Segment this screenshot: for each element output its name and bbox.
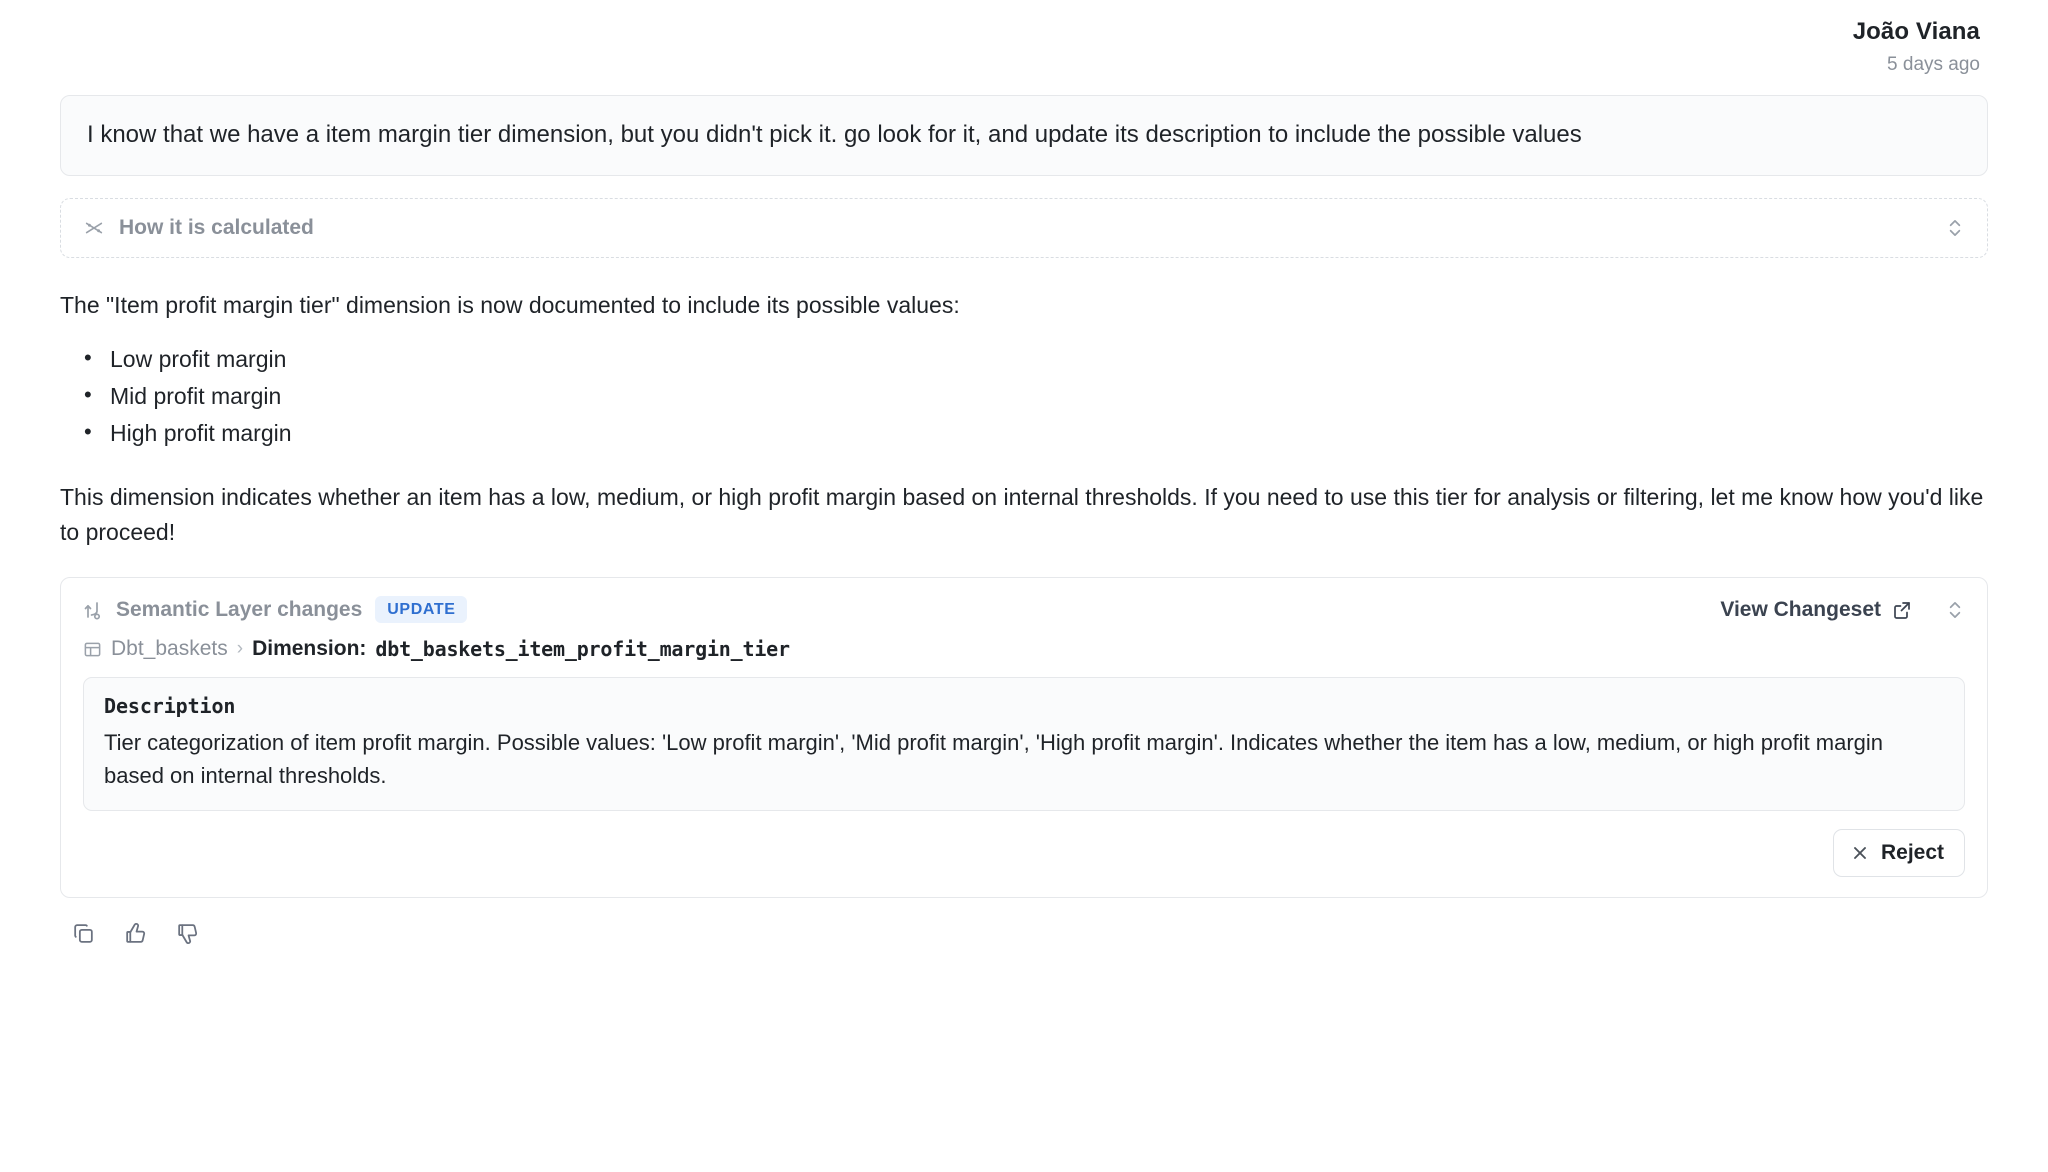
description-box <box>83 677 1965 811</box>
card-actions <box>83 829 1965 877</box>
breadcrumb-entity-label: Dimension: <box>252 637 367 661</box>
message-header <box>60 18 1988 77</box>
status-badge: UPDATE <box>375 596 467 623</box>
breadcrumb-entity-name: dbt_baskets_item_profit_margin_tier <box>375 637 790 662</box>
thumbs-down-icon[interactable] <box>174 920 200 946</box>
user-message-text: I know that we have a item margin tier dimension, but you didn't pick it. go look for it, and update its description to include the possible values <box>87 120 1582 148</box>
message-timestamp: 5 days ago <box>1887 53 1980 75</box>
message-author: João Viana <box>1852 18 1980 45</box>
semantic-layer-changes-card <box>60 577 1988 898</box>
breadcrumb-separator: › <box>236 638 244 660</box>
view-changeset-button[interactable] <box>1720 598 1912 622</box>
chevron-up-down-icon[interactable] <box>1945 598 1965 622</box>
how-it-is-calculated-panel[interactable] <box>60 198 1988 258</box>
formula-icon <box>83 217 105 239</box>
list-item: • Mid profit margin <box>106 378 1988 415</box>
copy-icon[interactable] <box>70 920 96 946</box>
description-label: Description <box>104 694 236 719</box>
external-link-icon <box>1892 600 1912 620</box>
list-item: • Low profit margin <box>106 341 1988 378</box>
possible-values-list <box>60 341 1988 453</box>
reject-button-label: Reject <box>1880 841 1944 865</box>
how-it-is-calculated-label: How it is calculated <box>119 216 314 240</box>
close-icon <box>1851 844 1869 862</box>
assistant-outro-text: This dimension indicates whether an item has a low, medium, or high profit margin based on internal thresholds. If you need to use this tier for analysis or filtering, let me know how you'd like to proceed! <box>60 484 1984 545</box>
branch-icon <box>83 599 103 621</box>
chevron-up-down-icon[interactable] <box>1945 216 1965 240</box>
table-icon <box>83 640 102 659</box>
view-changeset-label: View Changeset <box>1720 597 1881 621</box>
semantic-layer-card-header <box>83 596 1965 623</box>
semantic-layer-title: Semantic Layer changes <box>116 597 363 621</box>
user-message-bubble <box>60 95 1988 177</box>
list-item: • High profit margin <box>106 415 1988 452</box>
reject-button[interactable] <box>1833 829 1965 877</box>
thumbs-up-icon[interactable] <box>122 920 148 946</box>
description-text: Tier categorization of item profit margin. Possible values: 'Low profit margin', 'Mid profit margin', 'High profit margin'. Indicates whether the item has a low, medium, or high profit margin based on internal thresholds. <box>104 730 1884 788</box>
assistant-intro-text: The "Item profit margin tier" dimension is now documented to include its possible values: <box>60 292 960 319</box>
breadcrumb-dataset[interactable]: Dbt_baskets <box>111 637 228 661</box>
breadcrumb <box>83 637 1965 661</box>
message-actions <box>60 920 1988 972</box>
